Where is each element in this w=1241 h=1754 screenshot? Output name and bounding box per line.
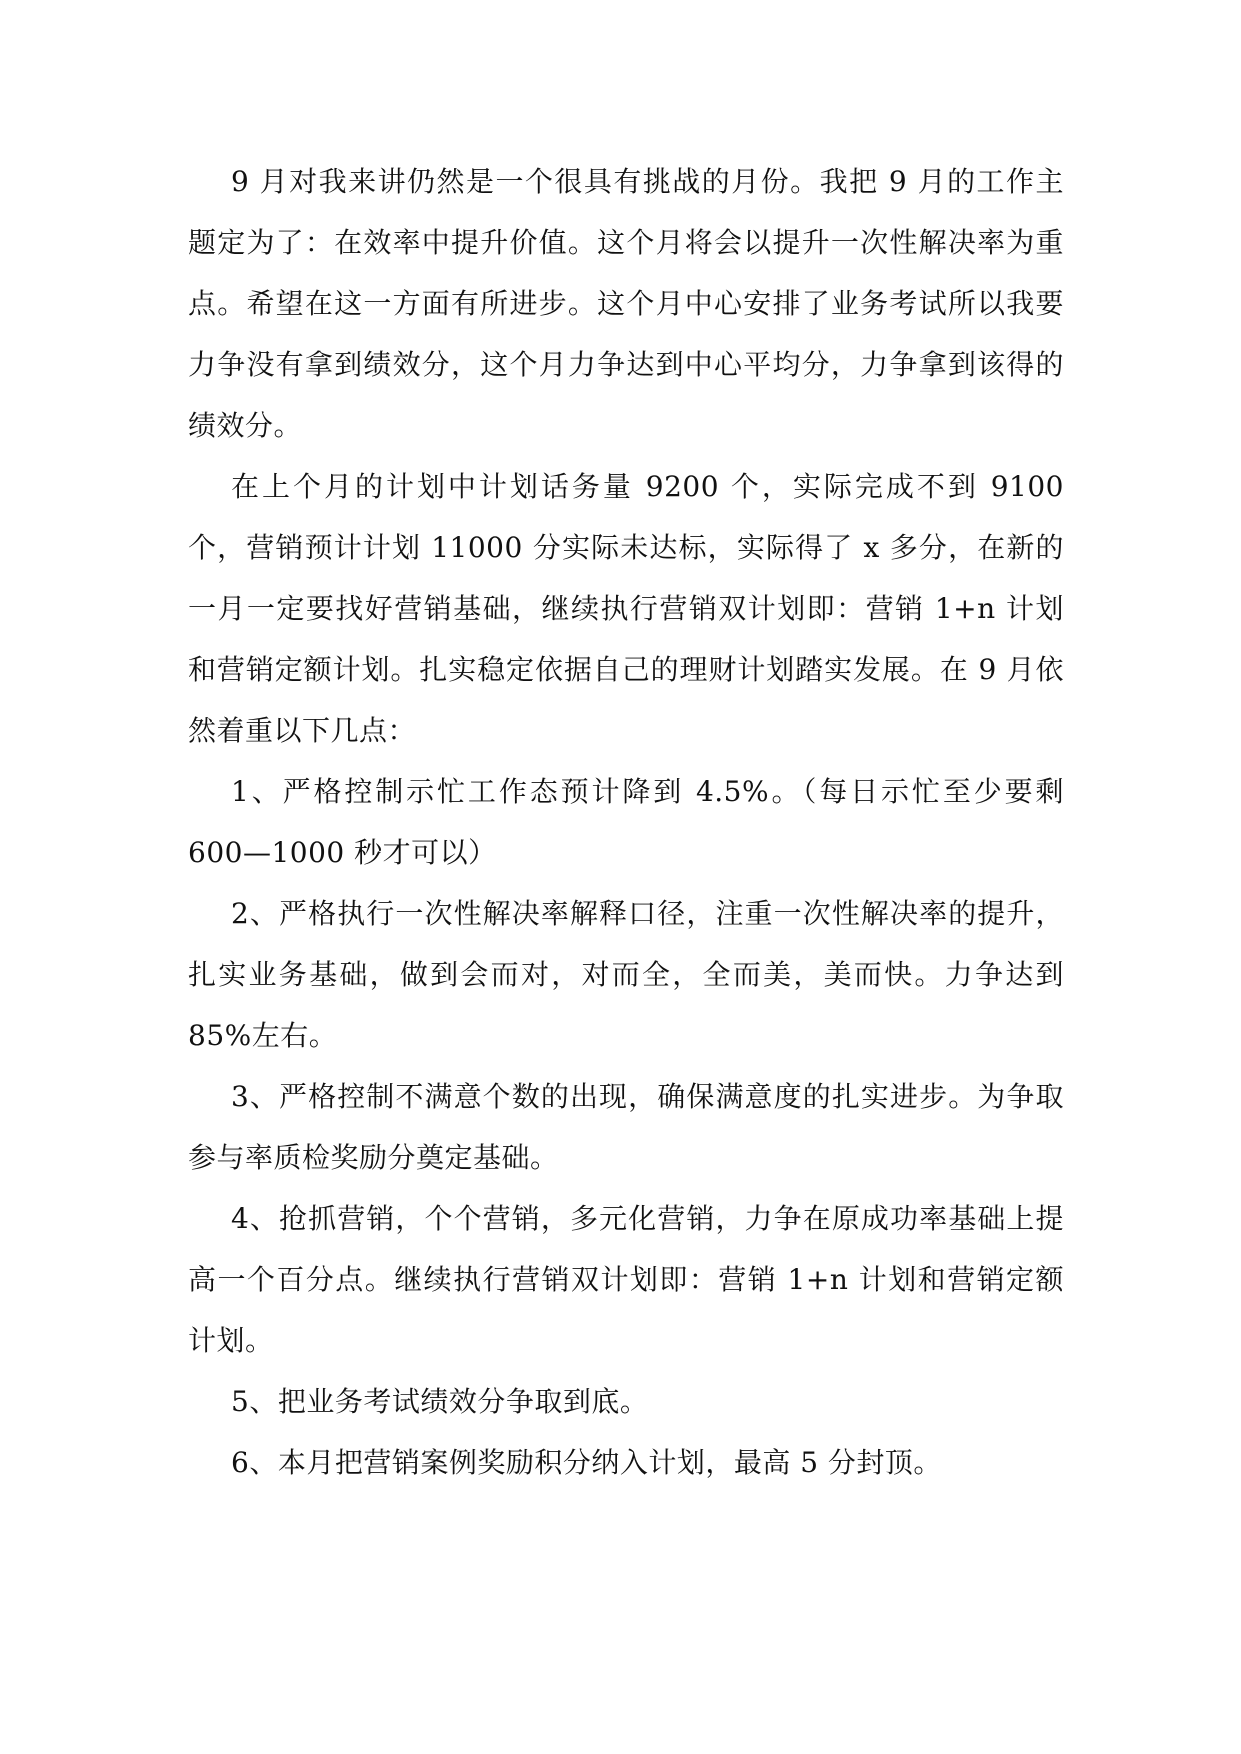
list-item-5: 5、把业务考试绩效分争取到底。 (231, 1385, 649, 1418)
paragraph-last-month-review: 在上个月的计划中计划话务量 9200 个，实际完成不到 9100 个，营销预计计划 11000 分实际未达标，实际得了 x 多分，在新的一月一定要找好营销基础，继续执行营销双计划即：营销 1+n 计划和营销定额计划。扎实稳定依据自己的理财计划踏实发展。在 9 月依然着重以下几点： (188, 470, 1064, 747)
list-item-3: 3、严格控制不满意个数的出现，确保满意度的扎实进步。为争取参与率质检奖励分奠定基础。 (188, 1080, 1064, 1174)
paragraph-intro: 9 月对我来讲仍然是一个很具有挑战的月份。我把 9 月的工作主题定为了：在效率中提升价值。这个月将会以提升一次性解决率为重点。希望在这一方面有所进步。这个月中心安排了业务考试所以我要力争没有拿到绩效分，这个月力争达到中心平均分，力争拿到该得的绩效分。 (188, 165, 1064, 442)
list-item-6: 6、本月把营销案例奖励积分纳入计划，最高 5 分封顶。 (231, 1446, 942, 1479)
list-item-4: 4、抢抓营销，个个营销，多元化营销，力争在原成功率基础上提高一个百分点。继续执行营销双计划即：营销 1+n 计划和营销定额计划。 (188, 1202, 1064, 1357)
list-item-1: 1、严格控制示忙工作态预计降到 4.5%。（每日示忙至少要剩 600—1000 秒才可以） (188, 775, 1064, 869)
document-body (188, 151, 1064, 1493)
list-item-2: 2、严格执行一次性解决率解释口径，注重一次性解决率的提升，扎实业务基础，做到会而对，对而全，全而美，美而快。力争达到 85%左右。 (188, 897, 1064, 1052)
